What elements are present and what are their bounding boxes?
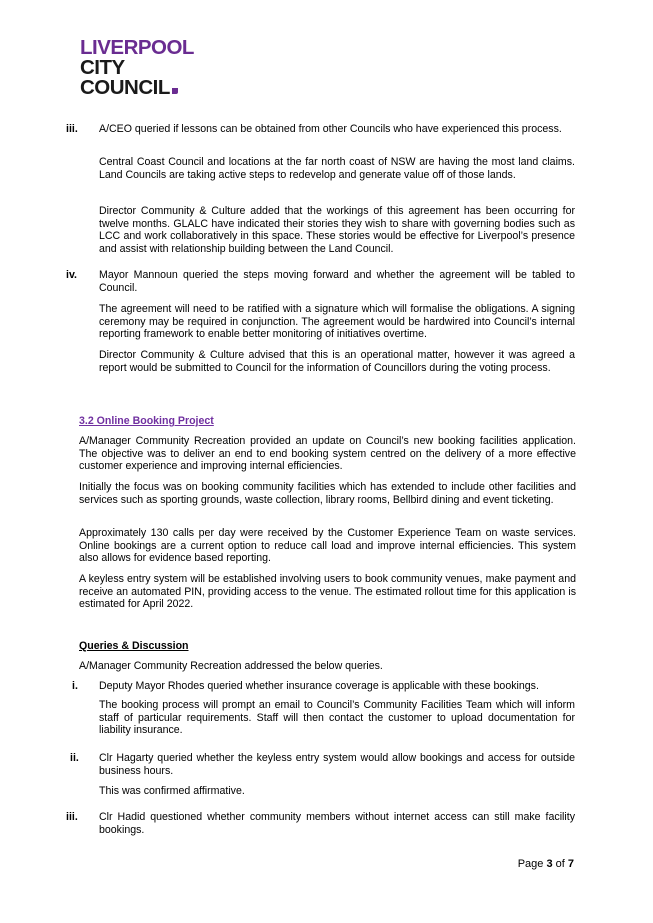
paragraph: Clr Hagarty queried whether the keyless entry system would allow bookings and access for outside business hours. [99, 752, 575, 777]
item-number: i. [72, 680, 78, 692]
item-number: iv. [66, 269, 77, 281]
paragraph: Central Coast Council and locations at the far north coast of NSW are having the most land claims. Land Councils are taking active steps to redevelop and generate value off of those lands. [99, 156, 575, 181]
page-number: Page 3 of 7 [517, 858, 574, 870]
section-heading-online-booking: 3.2 Online Booking Project [79, 415, 214, 427]
paragraph: A/Manager Community Recreation provided an update on Council’s new booking facilities application. The objective was to deliver an end to end booking system centred on the delivery of a more effective customer experience and improving internal efficiencies. [79, 435, 576, 473]
logo-line-1: LIVERPOOL [80, 36, 194, 59]
paragraph: The agreement will need to be ratified with a signature which will formalise the obligations. A signing ceremony may be required in conjunction. The agreement would be hardwired into Council’s internal reporting framework to enable better monitoring of initiatives overtime. [99, 303, 575, 341]
paragraph: Deputy Mayor Rhodes queried whether insurance coverage is applicable with these bookings. [99, 680, 539, 692]
paragraph: Mayor Mannoun queried the steps moving forward and whether the agreement will be tabled to Council. [99, 269, 575, 294]
logo-dot-icon [172, 88, 178, 94]
paragraph: The booking process will prompt an email to Council’s Community Facilities Team which will inform staff of particular requirements. Staff will then contact the customer to upload documentation for liability insurance. [99, 699, 575, 737]
item-number: iii. [66, 811, 78, 823]
paragraph: This was confirmed affirmative. [99, 785, 245, 797]
item-number: ii. [70, 752, 79, 764]
paragraph: A keyless entry system will be established involving users to book community venues, make payment and receive an automated PIN, providing access to the venue. The estimated rollout time for this application is estimated for April 2022. [79, 573, 576, 611]
paragraph: Director Community & Culture added that the workings of this agreement has been occurring for twelve months. GLALC have indicated their stories they wish to share with governing bodies such as LCC and work collaboratively in this space. These stories would be effective for Liverpool’s presence and assist with relationship building between the Land Council. [99, 205, 575, 255]
item-number: iii. [66, 123, 78, 135]
paragraph: A/Manager Community Recreation addressed the below queries. [79, 660, 383, 672]
paragraph: Director Community & Culture advised that this is an operational matter, however it was agreed a report would be submitted to Council for the information of Councillors during the voting process. [99, 349, 575, 374]
logo-line-3: COUNCIL [80, 78, 194, 98]
council-logo [80, 38, 194, 98]
paragraph: Initially the focus was on booking community facilities which has extended to include other facilities and services such as sporting grounds, waste collection, library rooms, Bellbird dining and event ticketing. [79, 481, 576, 506]
paragraph: Clr Hadid questioned whether community members without internet access can still make facility bookings. [99, 811, 575, 836]
paragraph: A/CEO queried if lessons can be obtained from other Councils who have experienced this process. [99, 123, 562, 135]
section-heading-queries: Queries & Discussion [79, 640, 189, 652]
logo-line-2: CITY [80, 56, 125, 79]
paragraph: Approximately 130 calls per day were received by the Customer Experience Team on waste services. Online bookings are a current option to reduce call load and improve internal efficiencies. This system also allows for evidence based reporting. [79, 527, 576, 565]
